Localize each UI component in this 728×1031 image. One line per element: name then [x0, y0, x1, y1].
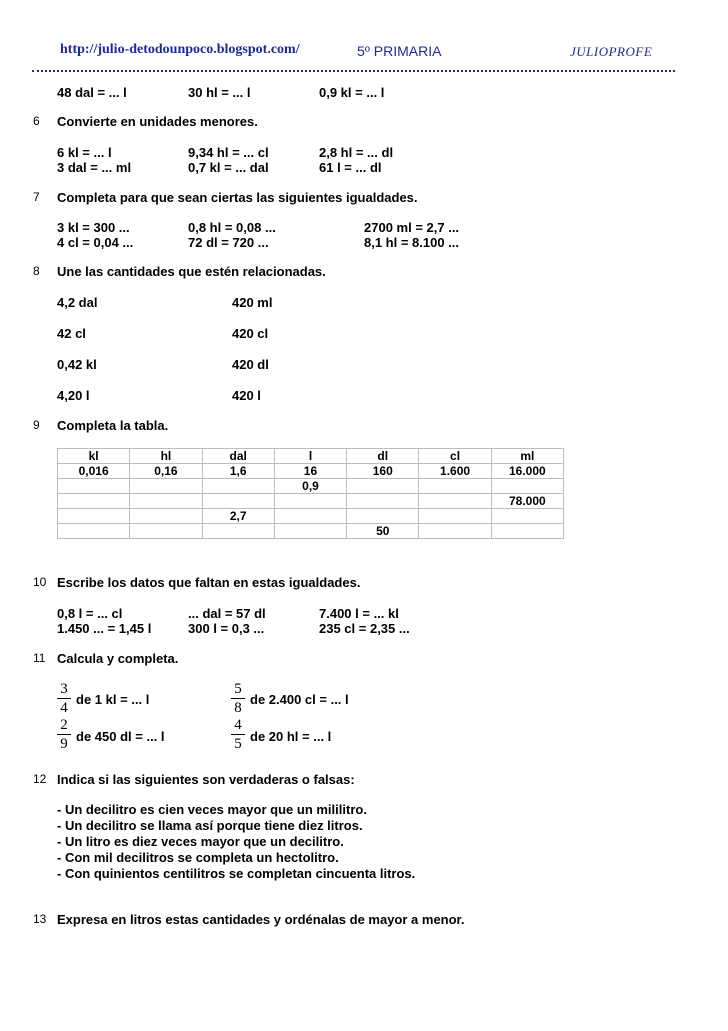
- fraction-numerator: 2: [60, 717, 68, 733]
- fraction: [231, 717, 245, 752]
- match-right-item: 420 ml: [232, 295, 273, 310]
- table-cell: 78.000: [491, 494, 563, 509]
- exercise-item: 0,8 l = ... cl: [57, 606, 123, 621]
- header-divider: [32, 70, 675, 72]
- exercise-number: 13: [33, 912, 47, 926]
- table-header-cell: dl: [347, 449, 419, 464]
- table-cell[interactable]: [274, 524, 346, 539]
- fraction-bar: [231, 698, 245, 699]
- table-cell[interactable]: [491, 524, 563, 539]
- fraction-text: de 1 kl = ... l: [76, 692, 150, 707]
- table-cell[interactable]: [419, 479, 491, 494]
- statement-line: - Con quinientos centilitros se completan cincuenta litros.: [57, 866, 416, 881]
- top-row-item: 48 dal = ... l: [57, 85, 127, 100]
- table-row: [58, 494, 564, 509]
- exercise-number: 8: [33, 264, 40, 278]
- exercise-number: 11: [33, 651, 46, 665]
- match-left-item: 4,2 dal: [57, 295, 98, 310]
- table-cell[interactable]: [347, 509, 419, 524]
- table-cell[interactable]: [419, 509, 491, 524]
- match-right-item: 420 l: [232, 388, 261, 403]
- fraction-denominator: 5: [234, 736, 242, 752]
- header-url: http://julio-detodounpoco.blogspot.com/: [60, 42, 300, 57]
- exercise-item: 300 l = 0,3 ...: [188, 621, 265, 636]
- fraction-denominator: 8: [234, 700, 242, 716]
- fraction: [57, 717, 71, 752]
- exercise-item: 0,8 hl = 0,08 ...: [188, 220, 276, 235]
- fraction: [231, 681, 245, 716]
- fraction-numerator: 3: [60, 681, 68, 697]
- fraction-denominator: 9: [60, 736, 68, 752]
- table-cell[interactable]: [491, 509, 563, 524]
- exercise-item: 7.400 l = ... kl: [319, 606, 399, 621]
- table-cell[interactable]: [130, 494, 202, 509]
- exercise-item: 235 cl = 2,35 ...: [319, 621, 410, 636]
- table-header-cell: ml: [491, 449, 563, 464]
- top-row-item: 30 hl = ... l: [188, 85, 251, 100]
- table-cell: 0,016: [58, 464, 130, 479]
- table-cell[interactable]: [419, 494, 491, 509]
- header-author: JULIOPROFE: [570, 44, 653, 59]
- match-right-item: 420 cl: [232, 326, 269, 341]
- exercise-number: 10: [33, 575, 47, 589]
- statement-line: - Un decilitro se llama así porque tiene diez litros.: [57, 818, 363, 833]
- table-cell[interactable]: [202, 479, 274, 494]
- fraction-denominator: 4: [60, 700, 68, 716]
- table-cell[interactable]: [130, 524, 202, 539]
- fraction: [57, 681, 71, 716]
- table-row: [58, 479, 564, 494]
- table-header-cell: dal: [202, 449, 274, 464]
- fraction-numerator: 4: [234, 717, 242, 733]
- table-cell[interactable]: [347, 479, 419, 494]
- table-cell[interactable]: [130, 479, 202, 494]
- table-cell: 0,16: [130, 464, 202, 479]
- table-cell[interactable]: [491, 479, 563, 494]
- table-header-row: [58, 449, 564, 464]
- table-cell[interactable]: [202, 524, 274, 539]
- table-cell[interactable]: [58, 479, 130, 494]
- table-cell[interactable]: [58, 509, 130, 524]
- exercise-title: Expresa en litros estas cantidades y ordénalas de mayor a menor.: [57, 912, 465, 927]
- table-cell: 2,7: [202, 509, 274, 524]
- exercise-item: ... dal = 57 dl: [188, 606, 266, 621]
- table-cell: 160: [347, 464, 419, 479]
- exercise-item: 1.450 ... = 1,45 l: [57, 621, 152, 636]
- match-left-item: 4,20 l: [57, 388, 90, 403]
- statement-line: - Un litro es diez veces mayor que un decilitro.: [57, 834, 344, 849]
- exercise-title: Calcula y completa.: [57, 651, 179, 666]
- table-header-cell: hl: [130, 449, 202, 464]
- match-right-item: 420 dl: [232, 357, 269, 372]
- table-cell: 1,6: [202, 464, 274, 479]
- table-row: [58, 509, 564, 524]
- table-cell[interactable]: [202, 494, 274, 509]
- table-cell[interactable]: [130, 509, 202, 524]
- table-cell: 16.000: [491, 464, 563, 479]
- table-row: [58, 524, 564, 539]
- exercise-title: Une las cantidades que estén relacionadas.: [57, 264, 326, 279]
- fraction-text: de 450 dl = ... l: [76, 729, 165, 744]
- table-cell: 50: [347, 524, 419, 539]
- exercise-item: 4 cl = 0,04 ...: [57, 235, 134, 250]
- fraction-text: de 2.400 cl = ... l: [250, 692, 349, 707]
- exercise-item: 3 dal = ... ml: [57, 160, 132, 175]
- match-left-item: 42 cl: [57, 326, 86, 341]
- exercise-title: Indica si las siguientes son verdaderas o falsas:: [57, 772, 355, 787]
- table-cell: 1.600: [419, 464, 491, 479]
- table-cell: 0,9: [274, 479, 346, 494]
- table-header-cell: l: [274, 449, 346, 464]
- exercise-title: Convierte en unidades menores.: [57, 114, 258, 129]
- exercise-item: 61 l = ... dl: [319, 160, 382, 175]
- table-cell[interactable]: [419, 524, 491, 539]
- exercise-item: 72 dl = 720 ...: [188, 235, 269, 250]
- exercise-item: 3 kl = 300 ...: [57, 220, 130, 235]
- match-left-item: 0,42 kl: [57, 357, 97, 372]
- table-header-cell: kl: [58, 449, 130, 464]
- exercise-title: Completa la tabla.: [57, 418, 169, 433]
- exercise-item: 6 kl = ... l: [57, 145, 112, 160]
- exercise-number: 9: [33, 418, 40, 432]
- exercise-number: 12: [33, 772, 47, 786]
- header-grade: 5º PRIMARIA: [357, 43, 442, 59]
- table-row: [58, 464, 564, 479]
- fraction-text: de 20 hl = ... l: [250, 729, 332, 744]
- statement-line: - Con mil decilitros se completa un hectolitro.: [57, 850, 339, 865]
- exercise-number: 7: [33, 190, 40, 204]
- fraction-bar: [57, 698, 71, 699]
- top-row-item: 0,9 kl = ... l: [319, 85, 385, 100]
- exercise-title: Completa para que sean ciertas las siguientes igualdades.: [57, 190, 418, 205]
- fraction-numerator: 5: [234, 681, 242, 697]
- units-table: [57, 448, 564, 539]
- table-cell[interactable]: [274, 509, 346, 524]
- table-cell[interactable]: [347, 494, 419, 509]
- exercise-item: 8,1 hl = 8.100 ...: [364, 235, 460, 250]
- table-cell: 16: [274, 464, 346, 479]
- fraction-bar: [231, 734, 245, 735]
- table-header-cell: cl: [419, 449, 491, 464]
- table-cell[interactable]: [58, 524, 130, 539]
- exercise-item: 9,34 hl = ... cl: [188, 145, 269, 160]
- exercise-item: 0,7 kl = ... dal: [188, 160, 269, 175]
- exercise-title: Escribe los datos que faltan en estas igualdades.: [57, 575, 361, 590]
- exercise-item: 2,8 hl = ... dl: [319, 145, 394, 160]
- fraction-bar: [57, 734, 71, 735]
- statement-line: - Un decilitro es cien veces mayor que un mililitro.: [57, 802, 367, 817]
- exercise-number: 6: [33, 114, 40, 128]
- table-cell[interactable]: [274, 494, 346, 509]
- table-cell[interactable]: [58, 494, 130, 509]
- exercise-item: 2700 ml = 2,7 ...: [364, 220, 460, 235]
